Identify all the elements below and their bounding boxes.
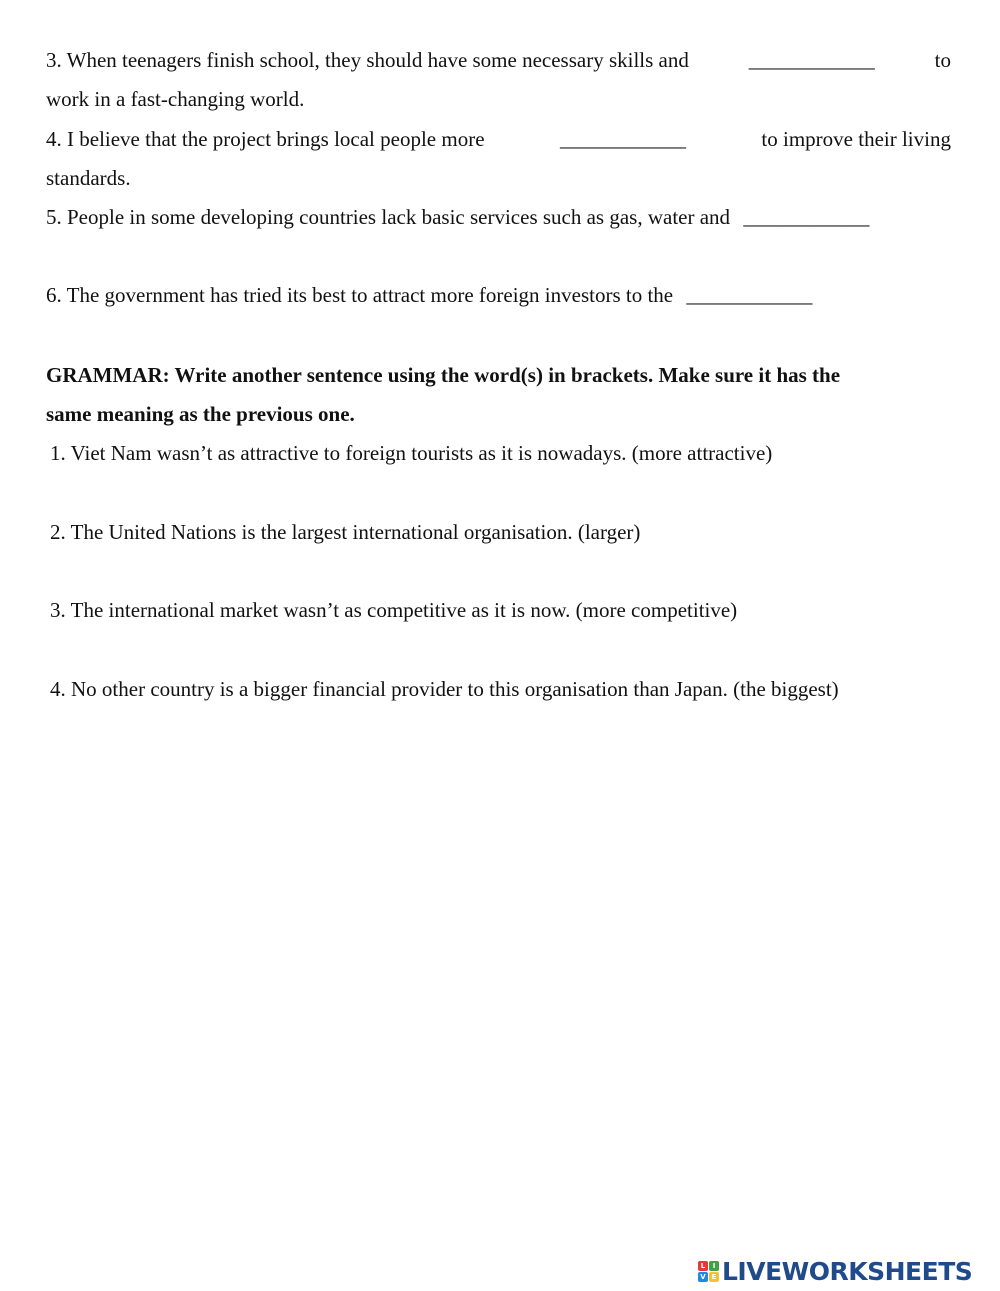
vocab-item-5-text: 5. People in some developing countries lack basic services such as gas, water and	[46, 205, 731, 229]
liveworksheets-logo-text: LIVEWORKSHEETS	[722, 1256, 973, 1286]
vocab-item-3-text: 3. When teenagers finish school, they should have some necessary skills and	[46, 48, 689, 72]
logo-icon-tile-l: L	[698, 1261, 708, 1271]
grammar-heading-line-2: same meaning as the previous one.	[46, 402, 355, 426]
grammar-item-2: 2. The United Nations is the largest international organisation. (larger)	[50, 520, 641, 544]
grammar-item-1: 1. Viet Nam wasn’t as attractive to foreign tourists as it is nowadays. (more attractive)	[50, 441, 773, 465]
grammar-item-4: 4. No other country is a bigger financial provider to this organisation than Japan. (the biggest)	[50, 677, 839, 701]
liveworksheets-logo-icon	[698, 1261, 719, 1282]
vocab-item-3-line-1	[46, 47, 951, 73]
vocab-item-5-blank[interactable]: ____________	[743, 205, 870, 229]
grammar-item-3: 3. The international market wasn’t as competitive as it is now. (more competitive)	[50, 598, 738, 622]
vocab-item-3-text-after: to	[934, 48, 951, 72]
logo-icon-tile-e: E	[709, 1272, 719, 1282]
vocab-item-3-blank[interactable]: ____________	[748, 48, 875, 72]
grammar-heading-line-1: GRAMMAR: Write another sentence using the word(s) in brackets. Make sure it has the	[46, 363, 841, 387]
logo-icon-tile-i: I	[709, 1261, 719, 1271]
vocab-item-4-line-2: standards.	[46, 166, 131, 190]
vocab-item-4-text: 4. I believe that the project brings local people more	[46, 127, 485, 151]
vocab-item-6-text: 6. The government has tried its best to attract more foreign investors to the	[46, 283, 674, 307]
vocab-item-4-line-1	[46, 126, 951, 152]
logo-icon-tile-v: V	[698, 1272, 708, 1282]
vocab-item-6	[46, 282, 951, 308]
vocab-item-4-blank[interactable]: ____________	[559, 127, 686, 151]
vocab-item-4-text-after: to improve their living	[761, 127, 951, 151]
vocab-item-3-line-2: work in a fast-changing world.	[46, 87, 305, 111]
liveworksheets-logo	[698, 1256, 972, 1286]
vocab-item-6-blank[interactable]: ____________	[686, 283, 813, 307]
vocab-item-5	[46, 204, 951, 230]
